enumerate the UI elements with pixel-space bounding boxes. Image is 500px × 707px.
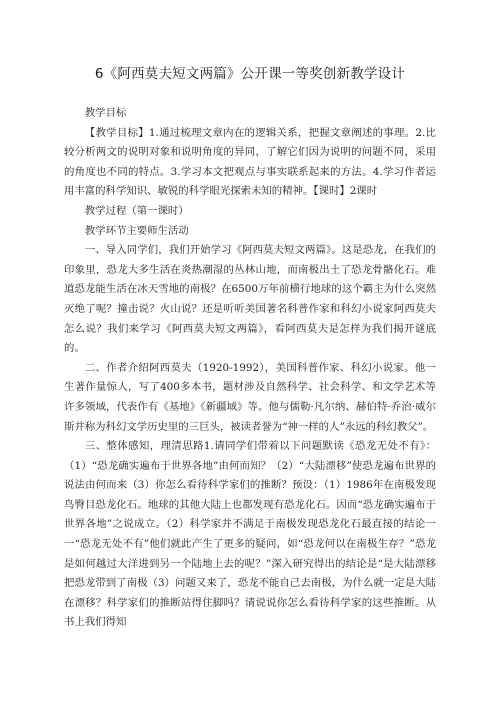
section-heading-activities: 教学环节主要师生活动 [84,224,189,237]
section-heading-objectives: 教学目标 [84,107,127,119]
paragraph-intro: 一、导入同学们，我们开始学习《阿西莫夫短文两篇》。这是恐龙，在我们的印象里，恐龙大多生活在炎热潮湿的丛林山地，而南极出土了恐龙骨骼化石。难道恐龙能生活在冰天雪地的南极？在6500万年前横行地球的这个霸主为什么突然灭绝了呢？撞击说？火山说？还是听听美国著名科普作家和科幻小说家阿西莫夫怎么说？我们来学习《阿西莫夫短文两篇》，看阿西莫夫是怎样为我们揭开谜底的。 [64,244,436,355]
document-body [64,104,436,633]
paragraph-overview: 三、整体感知，理清思路1.请同学们带着以下问题默读《恐龙无处不有》：（1）“恐龙确实遍布于世界各地”由何而知？（2）“大陆漂移”使恐龙遍布世界的说法由何而来（3）你怎么看待科学家们的推断？预设：（1）1986年在南极发现鸟臀目恐龙化石。地球的其他大陆上也都发现有恐龙化石。因而“恐龙确实遍布于世界各地”之说成立。（2）科学家并不满足于南极发现恐龙化石最直接的结论一一“恐龙无处不有”他们就此产生了更多的疑问，如“恐龙何以在南极生存？”恐龙是如何越过大洋进到另一个陆地上去的呢？”深入研究得出的结论是“是大陆漂移把恐龙带到了南极（3）问题又来了，恐龙不能自己去南极，为什么就一定是大陆在漂移？科学家们的推断站得住脚吗？请说说你怎么看待科学家的这些推断。从书上我们得知 [64,440,436,629]
paragraph-author: 二、作者介绍阿西莫夫（1920-1992），美国科普作家、科幻小说家。他一生著作量惊人，写了400多本书，题材涉及自然科学、社会科学、和文学艺术等许多领域，代表作有《基地》《新疆域》等。他与儒勒·凡尔纳、赫伯特·乔治·威尔斯并称为科幻文学历史里的三巨头，被读者誉为“神一样的人”永远的科幻教父”。 [64,361,436,433]
paragraph-objectives: 【教学目标】1.通过梳理文章内在的逻辑关系，把握文章阐述的事理。2.比较分析两文的说明对象和说明角度的异同，了解它们因为说明的问题不同，采用的角度也不同的特点。3.学习本文把观点与事实联系起来的方法。4.学习作者运用丰富的科学知识、敏锐的科学眼光探索未知的精神。【课时】2课时 [64,126,436,198]
section-heading-process: 教学过程（第一课时） [84,204,189,217]
document-title: 6《阿西莫夫短文两篇》公开课一等奖创新教学设计 [94,66,406,82]
